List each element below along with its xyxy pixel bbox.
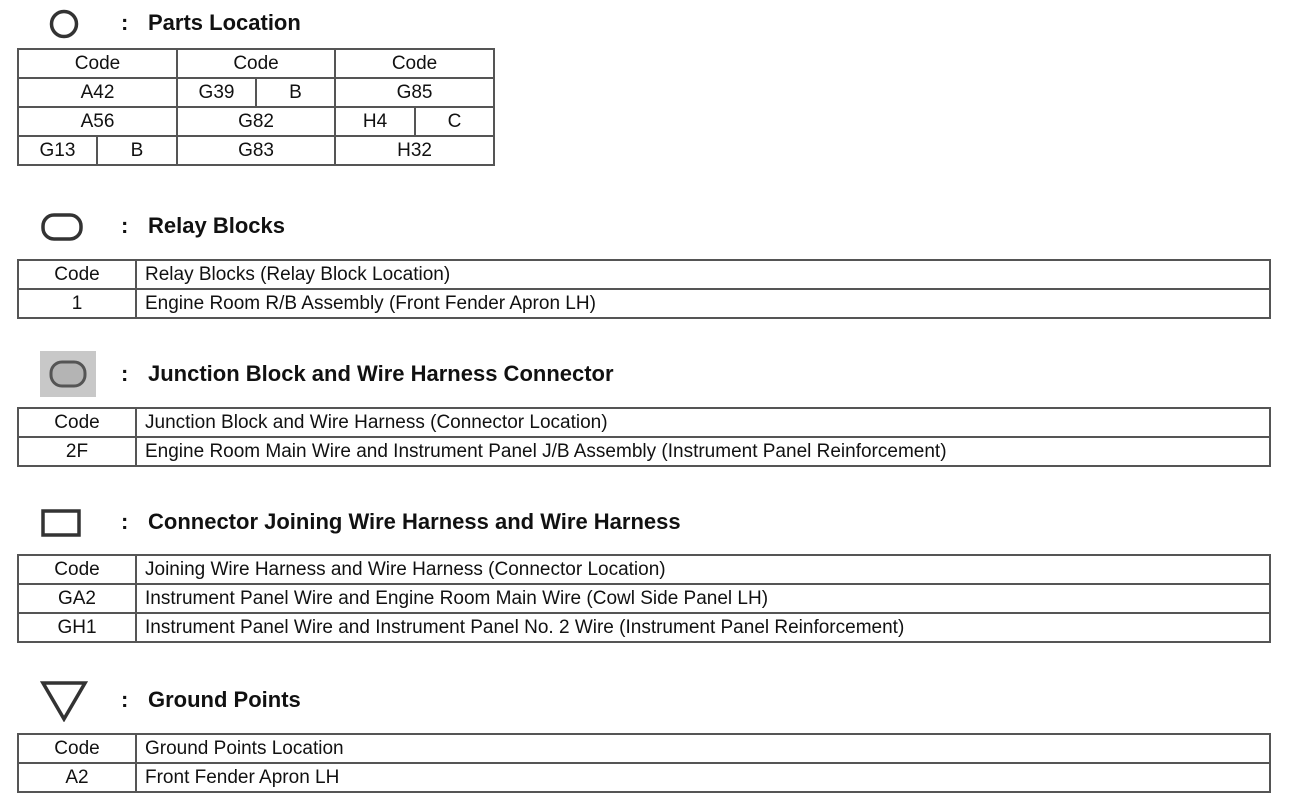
code-cell: G82 [177, 107, 335, 136]
code-cell: A42 [18, 78, 177, 107]
code-cell: A56 [18, 107, 177, 136]
header-cell: Code [177, 49, 335, 78]
table-header-row [18, 734, 1270, 763]
header-cell: Code [335, 49, 494, 78]
square-icon [40, 507, 84, 539]
relay-blocks-table [17, 259, 1271, 319]
code-header: Code [18, 260, 136, 289]
triangle-down-icon [40, 680, 88, 722]
table-row [18, 437, 1270, 466]
description-cell: Instrument Panel Wire and Instrument Panel No. 2 Wire (Instrument Panel Reinforcement) [136, 613, 1270, 642]
parts-location-table [17, 48, 495, 166]
table-row [18, 107, 494, 136]
code-header: Code [18, 408, 136, 437]
description-header: Junction Block and Wire Harness (Connector Location) [136, 408, 1270, 437]
section-title: Ground Points [148, 687, 301, 712]
description-cell: Front Fender Apron LH [136, 763, 1270, 792]
code-cell: GA2 [18, 584, 136, 613]
code-cell: G13 [18, 136, 97, 165]
code-cell: G83 [177, 136, 335, 165]
code-cell: A2 [18, 763, 136, 792]
code-cell: 1 [18, 289, 136, 318]
description-header: Joining Wire Harness and Wire Harness (Connector Location) [136, 555, 1270, 584]
table-row [18, 289, 1270, 318]
section-title: Relay Blocks [148, 213, 285, 238]
ground-points-table [17, 733, 1271, 793]
junction-block-table [17, 407, 1271, 467]
code-cell: G39 [177, 78, 256, 107]
code-cell: C [415, 107, 494, 136]
table-row [18, 613, 1270, 642]
description-cell: Instrument Panel Wire and Engine Room Main Wire (Cowl Side Panel LH) [136, 584, 1270, 613]
code-cell: 2F [18, 437, 136, 466]
colon: : [121, 361, 129, 386]
section-title: Connector Joining Wire Harness and Wire Harness [148, 509, 681, 534]
colon: : [121, 10, 129, 35]
table-header-row [18, 260, 1270, 289]
code-cell: G85 [335, 78, 494, 107]
code-header: Code [18, 734, 136, 763]
section-title: Junction Block and Wire Harness Connector [148, 361, 614, 386]
table-header-row [18, 408, 1270, 437]
circle-icon [48, 8, 80, 40]
code-cell: B [256, 78, 335, 107]
description-header: Relay Blocks (Relay Block Location) [136, 260, 1270, 289]
section-title: Parts Location [148, 10, 301, 35]
description-header: Ground Points Location [136, 734, 1270, 763]
rounded-rect-icon [40, 211, 84, 243]
table-row [18, 584, 1270, 613]
colon: : [121, 509, 129, 534]
header-cell: Code [18, 49, 177, 78]
table-row [18, 136, 494, 165]
code-cell: H4 [335, 107, 415, 136]
description-cell: Engine Room Main Wire and Instrument Panel J/B Assembly (Instrument Panel Reinforcement) [136, 437, 1270, 466]
shaded-rounded-rect-icon [39, 350, 97, 398]
code-cell: B [97, 136, 177, 165]
connector-joining-table [17, 554, 1271, 643]
table-row [18, 78, 494, 107]
table-header-row [18, 49, 494, 78]
code-cell: H32 [335, 136, 494, 165]
code-header: Code [18, 555, 136, 584]
code-cell: GH1 [18, 613, 136, 642]
table-row [18, 763, 1270, 792]
colon: : [121, 687, 129, 712]
colon: : [121, 213, 129, 238]
description-cell: Engine Room R/B Assembly (Front Fender Apron LH) [136, 289, 1270, 318]
table-header-row [18, 555, 1270, 584]
